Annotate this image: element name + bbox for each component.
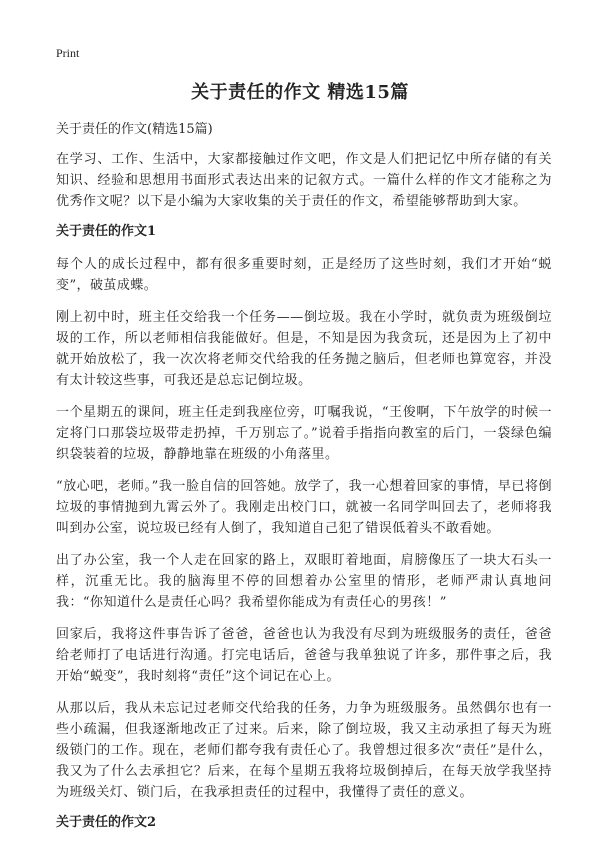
paragraph: 刚上初中时，班主任交给我一个任务——倒垃圾。我在小学时，就负责为班级倒垃圾的工作，所以老师相信我能做好。但是，不知是因为我贪玩，还是因为上了初中就开始放松了，我一次次将老师交代给我的任务抛之脑后，但老师也算宽容，并没有太计较这些事，可我还是总忘记倒垃圾。 <box>56 310 552 388</box>
intro-paragraph: 在学习、工作、生活中，大家都接触过作文吧，作文是人们把记忆中所存储的有关知识、经验和思想用书面形式表达出来的记叙方式。一篇什么样的作文才能称之为优秀作文呢？以下是小编为大家收集的关于责任的作文，希望能够帮助到大家。 <box>56 152 552 209</box>
paragraph: 每个人的成长过程中，都有很多重要时刻，正是经历了这些时刻，我们才开始“蜕变”，破茧成蝶。 <box>56 257 552 293</box>
paragraph: “放心吧，老师。”我一脸自信的回答她。放学了，我一心想着回家的事情，早已将倒垃圾的事情抛到九霄云外了。我刚走出校门口，就被一名同学叫回去了，老师将我叫到办公室，说垃圾已经有人倒了，我知道自己犯了错误低着头不敢看她。 <box>56 479 552 536</box>
paragraph: 一个星期五的课间，班主任走到我座位旁，叮嘱我说，“王俊啊，下午放学的时候一定将门口那袋垃圾带走扔掉，千万别忘了。”说着手指指向教室的后门，一袋绿色编织袋装着的垃圾，静静地靠在班级的小角落里。 <box>56 405 552 462</box>
section-heading: 关于责任的作文2 <box>56 815 157 830</box>
print-link[interactable]: Print <box>56 46 80 60</box>
article-body <box>56 149 552 845</box>
page-subtitle: 关于责任的作文(精选15篇) <box>56 122 213 137</box>
section-heading: 关于责任的作文1 <box>56 224 157 239</box>
paragraph: 从那以后，我从未忘记过老师交代给我的任务，力争为班级服务。虽然偶尔也有一些小疏漏，但我逐渐地改正了过来。后来，除了倒垃圾，我又主动承担了每天为班级锁门的工作。现在，老师们都夸我有责任心了。我曾想过很多次“责任”是什么，我又为了什么去承担它？后来，在每个星期五我将垃圾倒掉后，在每天放学我坚持为班级关灯、锁门后，在我承担责任的过程中，我懂得了责任的意义。 <box>56 701 552 800</box>
paragraph: 回家后，我将这件事告诉了爸爸，爸爸也认为我没有尽到为班级服务的责任，爸爸给老师打了电话进行沟通。打完电话后，爸爸与我单独说了许多，那件事之后，我开始“蜕变”，我时刻将“责任”这个词记在心上。 <box>56 627 552 684</box>
page-title: 关于责任的作文 精选15篇 <box>191 82 409 103</box>
paragraph: 出了办公室，我一个人走在回家的路上，双眼盯着地面，肩膀像压了一块大石头一样，沉重无比。我的脑海里不停的回想着办公室里的情形，老师严肃认真地问我：“你知道什么是责任心吗？我希望你能成为有责任心的男孩！” <box>56 553 552 610</box>
